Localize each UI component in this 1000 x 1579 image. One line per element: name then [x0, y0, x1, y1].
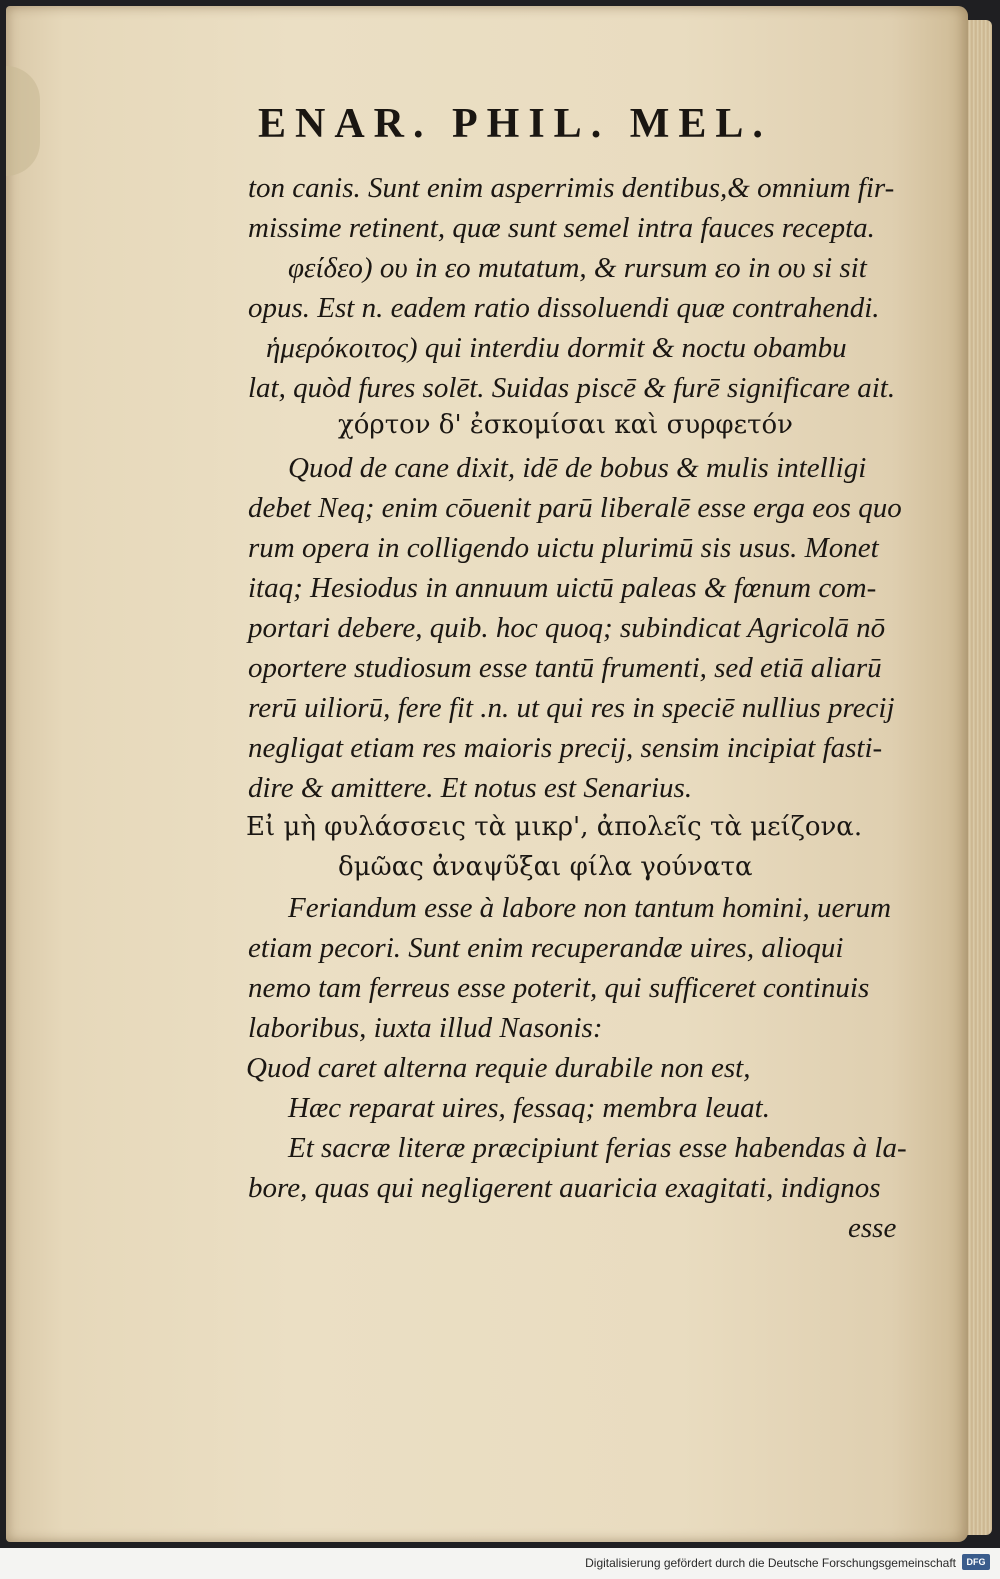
footer-credit: Digitalisierung gefördert durch die Deutsche Forschungsgemeinschaft: [585, 1556, 956, 1570]
greek-verse: Εἰ μὴ φυλάσσεις τὰ μικρ', ἀπολεῖς τὰ μείζονα.: [246, 812, 863, 842]
text-line: bore, quas qui negligerent auaricia exagitati, indignos: [248, 1172, 881, 1204]
text-line: dire & amittere. Et notus est Senarius.: [248, 772, 693, 804]
text-line: etiam pecori. Sunt enim recuperandæ uires, alioqui: [248, 932, 844, 964]
text-line: portari debere, quib. hoc quoq; subindicat Agricolā nō: [248, 612, 886, 644]
text-line: rum opera in colligendo uictu plurimū sis usus. Monet: [248, 532, 879, 564]
catchword: esse: [848, 1212, 897, 1244]
text-line: itaq; Hesiodus in annuum uictū paleas & fœnum com-: [248, 572, 877, 604]
greek-verse: χόρτον δ' ἐσκομίσαι καὶ συρφετόν: [338, 410, 793, 440]
text-line: missime retinent, quæ sunt semel intra fauces recepta.: [248, 212, 875, 244]
text-line: Feriandum esse à labore non tantum homini, uerum: [288, 892, 892, 924]
text-line: rerū uiliorū, fere fit .n. ut qui res in speciē nullius precij: [248, 692, 895, 724]
text-line: nemo tam ferreus esse poterit, qui sufficeret continuis: [248, 972, 870, 1004]
text-line: debet Neq; enim cōuenit parū liberalē esse erga eos quo: [248, 492, 902, 524]
running-head: ENAR. PHIL. MEL.: [258, 101, 772, 147]
text-line: opus. Est n. eadem ratio dissoluendi quæ contrahendi.: [248, 292, 880, 324]
text-line: ἡμερόκοιτος) qui interdiu dormit & noctu obambu: [266, 332, 847, 364]
page-edge-tab: [6, 66, 40, 176]
dfg-logo: DFG: [962, 1554, 990, 1570]
text-line: negligat etiam res maioris precij, sensim incipiat fasti-: [248, 732, 883, 764]
text-line: oportere studiosum esse tantū frumenti, sed etiā aliarū: [248, 652, 882, 684]
page-edge-stack: [966, 20, 992, 1535]
text-line: φείδεο) ου in εο mutatum, & rursum εο in ου si sit: [288, 252, 867, 284]
greek-verse: δμῶας ἀναψῦξαι φίλα γούνατα: [338, 852, 753, 882]
text-line: Quod de cane dixit, idē de bobus & mulis intelligi: [288, 452, 867, 484]
text-line: ton canis. Sunt enim asperrimis dentibus,& omnium fir-: [248, 172, 895, 204]
text-line: lat, quòd fures solēt. Suidas piscē & furē significare ait.: [248, 372, 896, 404]
verse-line: Hæc reparat uires, fessaq; membra leuat.: [288, 1092, 770, 1124]
footer-bar: [0, 1548, 1000, 1579]
text-line: Et sacræ literæ præcipiunt ferias esse habendas à la-: [288, 1132, 907, 1164]
text-line: laboribus, iuxta illud Nasonis:: [248, 1012, 603, 1044]
verse-line: Quod caret alterna requie durabile non est,: [246, 1052, 751, 1084]
